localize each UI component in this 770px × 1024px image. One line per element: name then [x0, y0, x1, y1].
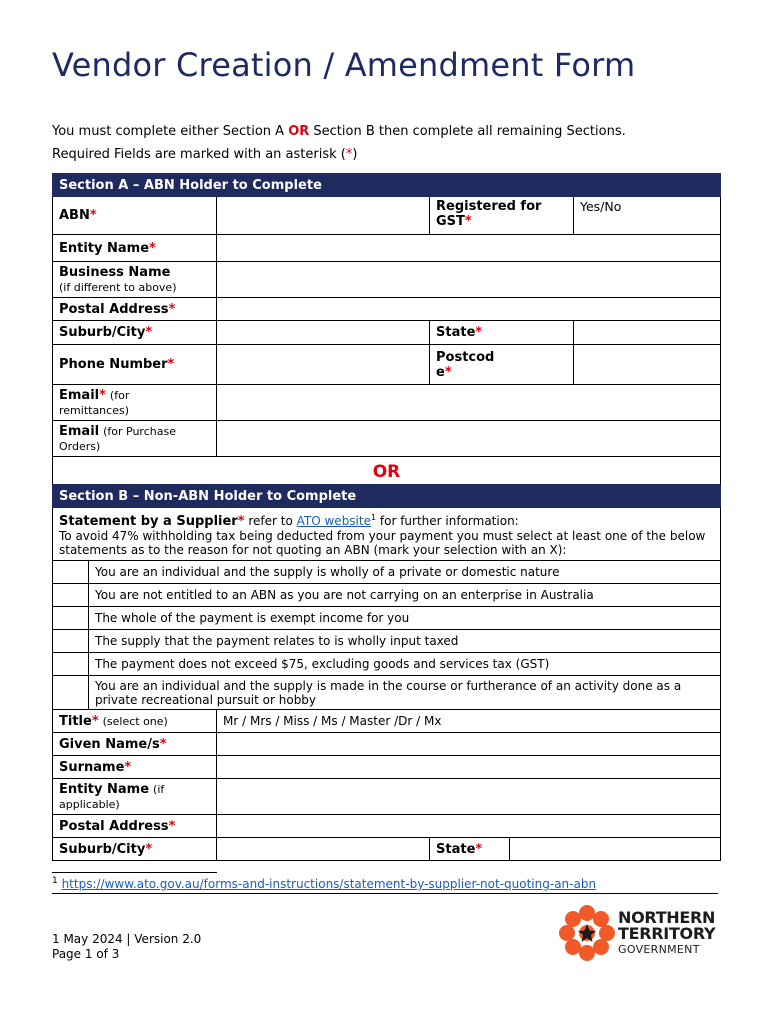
- logo-line-3: GOVERNMENT: [618, 943, 700, 956]
- entity-name-b-label: Entity Name (if applicable): [53, 779, 217, 815]
- logo-line-2: TERRITORY: [618, 924, 716, 943]
- intro-line-2: Required Fields are marked with an asterisk (*): [52, 147, 358, 162]
- abn-input[interactable]: [217, 197, 430, 235]
- state-b-input[interactable]: [510, 838, 721, 861]
- statement-option-4: The supply that the payment relates to is wholly input taxed: [89, 630, 721, 653]
- footnote-separator: [52, 872, 217, 873]
- logo-line-1: NORTHERN: [618, 908, 716, 927]
- surname-input[interactable]: [217, 756, 721, 779]
- statement-option-1: You are an individual and the supply is wholly of a private or domestic nature: [89, 561, 721, 584]
- statement-checkbox-6[interactable]: [53, 676, 89, 710]
- statement-checkbox-3[interactable]: [53, 607, 89, 630]
- title-options: Mr / Mrs / Miss / Ms / Master /Dr / Mx: [223, 713, 442, 728]
- suburb-city-b-input[interactable]: [217, 838, 430, 861]
- entity-name-input[interactable]: [217, 235, 721, 262]
- entity-name-label: Entity Name*: [53, 235, 217, 262]
- section-a-table: [52, 173, 721, 488]
- email-remittance-input[interactable]: [217, 385, 721, 421]
- given-names-input[interactable]: [217, 733, 721, 756]
- title-select[interactable]: [217, 710, 721, 733]
- statement-option-2: You are not entitled to an ABN as you are not carrying on an enterprise in Australia: [89, 584, 721, 607]
- section-b-heading: Section B – Non-ABN Holder to Complete: [53, 485, 721, 508]
- statement-checkbox-2[interactable]: [53, 584, 89, 607]
- postcode-input[interactable]: [574, 345, 721, 385]
- suburb-city-label: Suburb/City*: [53, 321, 217, 345]
- state-b-label: State*: [430, 838, 510, 861]
- ato-website-link[interactable]: ATO website: [296, 514, 371, 528]
- gst-options: Yes/No: [580, 199, 622, 214]
- state-label: State *: [430, 321, 574, 345]
- gst-label: Registered for GST*: [430, 197, 574, 235]
- email-po-input[interactable]: [217, 421, 721, 457]
- suburb-city-input[interactable]: [217, 321, 430, 345]
- statement-checkbox-1[interactable]: [53, 561, 89, 584]
- phone-number-input[interactable]: [217, 345, 430, 385]
- email-remittance-label: Email* (for remittances): [53, 385, 217, 421]
- email-po-label: Email (for Purchase Orders): [53, 421, 217, 457]
- entity-name-b-input[interactable]: [217, 779, 721, 815]
- statement-by-supplier: Statement by a Supplier* refer to ATO website$^1$ for further information: To avoid 47% withholding tax being deducted from your payment you must select at least one of the below statements as to the reason for not quoting an ABN (mark your selection with an X):: [53, 508, 721, 561]
- statement-option-3: The whole of the payment is exempt income for you: [89, 607, 721, 630]
- desert-rose-icon: [556, 902, 618, 964]
- phone-number-label: Phone Number*: [53, 345, 217, 385]
- section-b-table: [52, 484, 721, 861]
- postal-address-input[interactable]: [217, 298, 721, 321]
- gst-input[interactable]: [574, 197, 721, 235]
- state-input[interactable]: [574, 321, 721, 345]
- postcode-label: Postcod e*: [430, 345, 574, 385]
- nt-government-logo: [556, 902, 724, 964]
- abn-label: ABN*: [53, 197, 217, 235]
- or-divider: OR: [53, 457, 721, 488]
- title-label: Title* (select one): [53, 710, 217, 733]
- section-a-heading: Section A – ABN Holder to Complete: [53, 174, 721, 197]
- footer-rule: [52, 893, 718, 894]
- suburb-city-b-label: Suburb/City*: [53, 838, 217, 861]
- postal-address-b-label: Postal Address*: [53, 815, 217, 838]
- intro-line-1: You must complete either Section A OR Section B then complete all remaining Sections.: [52, 124, 626, 139]
- given-names-label: Given Name/s*: [53, 733, 217, 756]
- statement-checkbox-5[interactable]: [53, 653, 89, 676]
- page-title: Vendor Creation / Amendment Form: [52, 46, 636, 84]
- page-number: Page 1 of 3: [52, 947, 120, 961]
- statement-option-5: The payment does not exceed $75, excluding goods and services tax (GST): [89, 653, 721, 676]
- version-date: 1 May 2024 | Version 2.0: [52, 932, 202, 946]
- ato-footnote-link[interactable]: https://www.ato.gov.au/forms-and-instructions/statement-by-supplier-not-quoting-an-abn: [61, 877, 597, 891]
- statement-option-6: You are an individual and the supply is made in the course or furtherance of an activity done as a private recreational pursuit or hobby: [89, 676, 721, 710]
- postal-address-b-input[interactable]: [217, 815, 721, 838]
- footnote: $^1$ https://www.ato.gov.au/forms-and-instructions/statement-by-supplier-not-quoting-an-abn: [52, 876, 597, 891]
- postal-address-label: Postal Address*: [53, 298, 217, 321]
- business-name-label: Business Name (if different to above): [53, 262, 217, 298]
- statement-checkbox-4[interactable]: [53, 630, 89, 653]
- business-name-input[interactable]: [217, 262, 721, 298]
- surname-label: Surname*: [53, 756, 217, 779]
- footer: [52, 932, 201, 962]
